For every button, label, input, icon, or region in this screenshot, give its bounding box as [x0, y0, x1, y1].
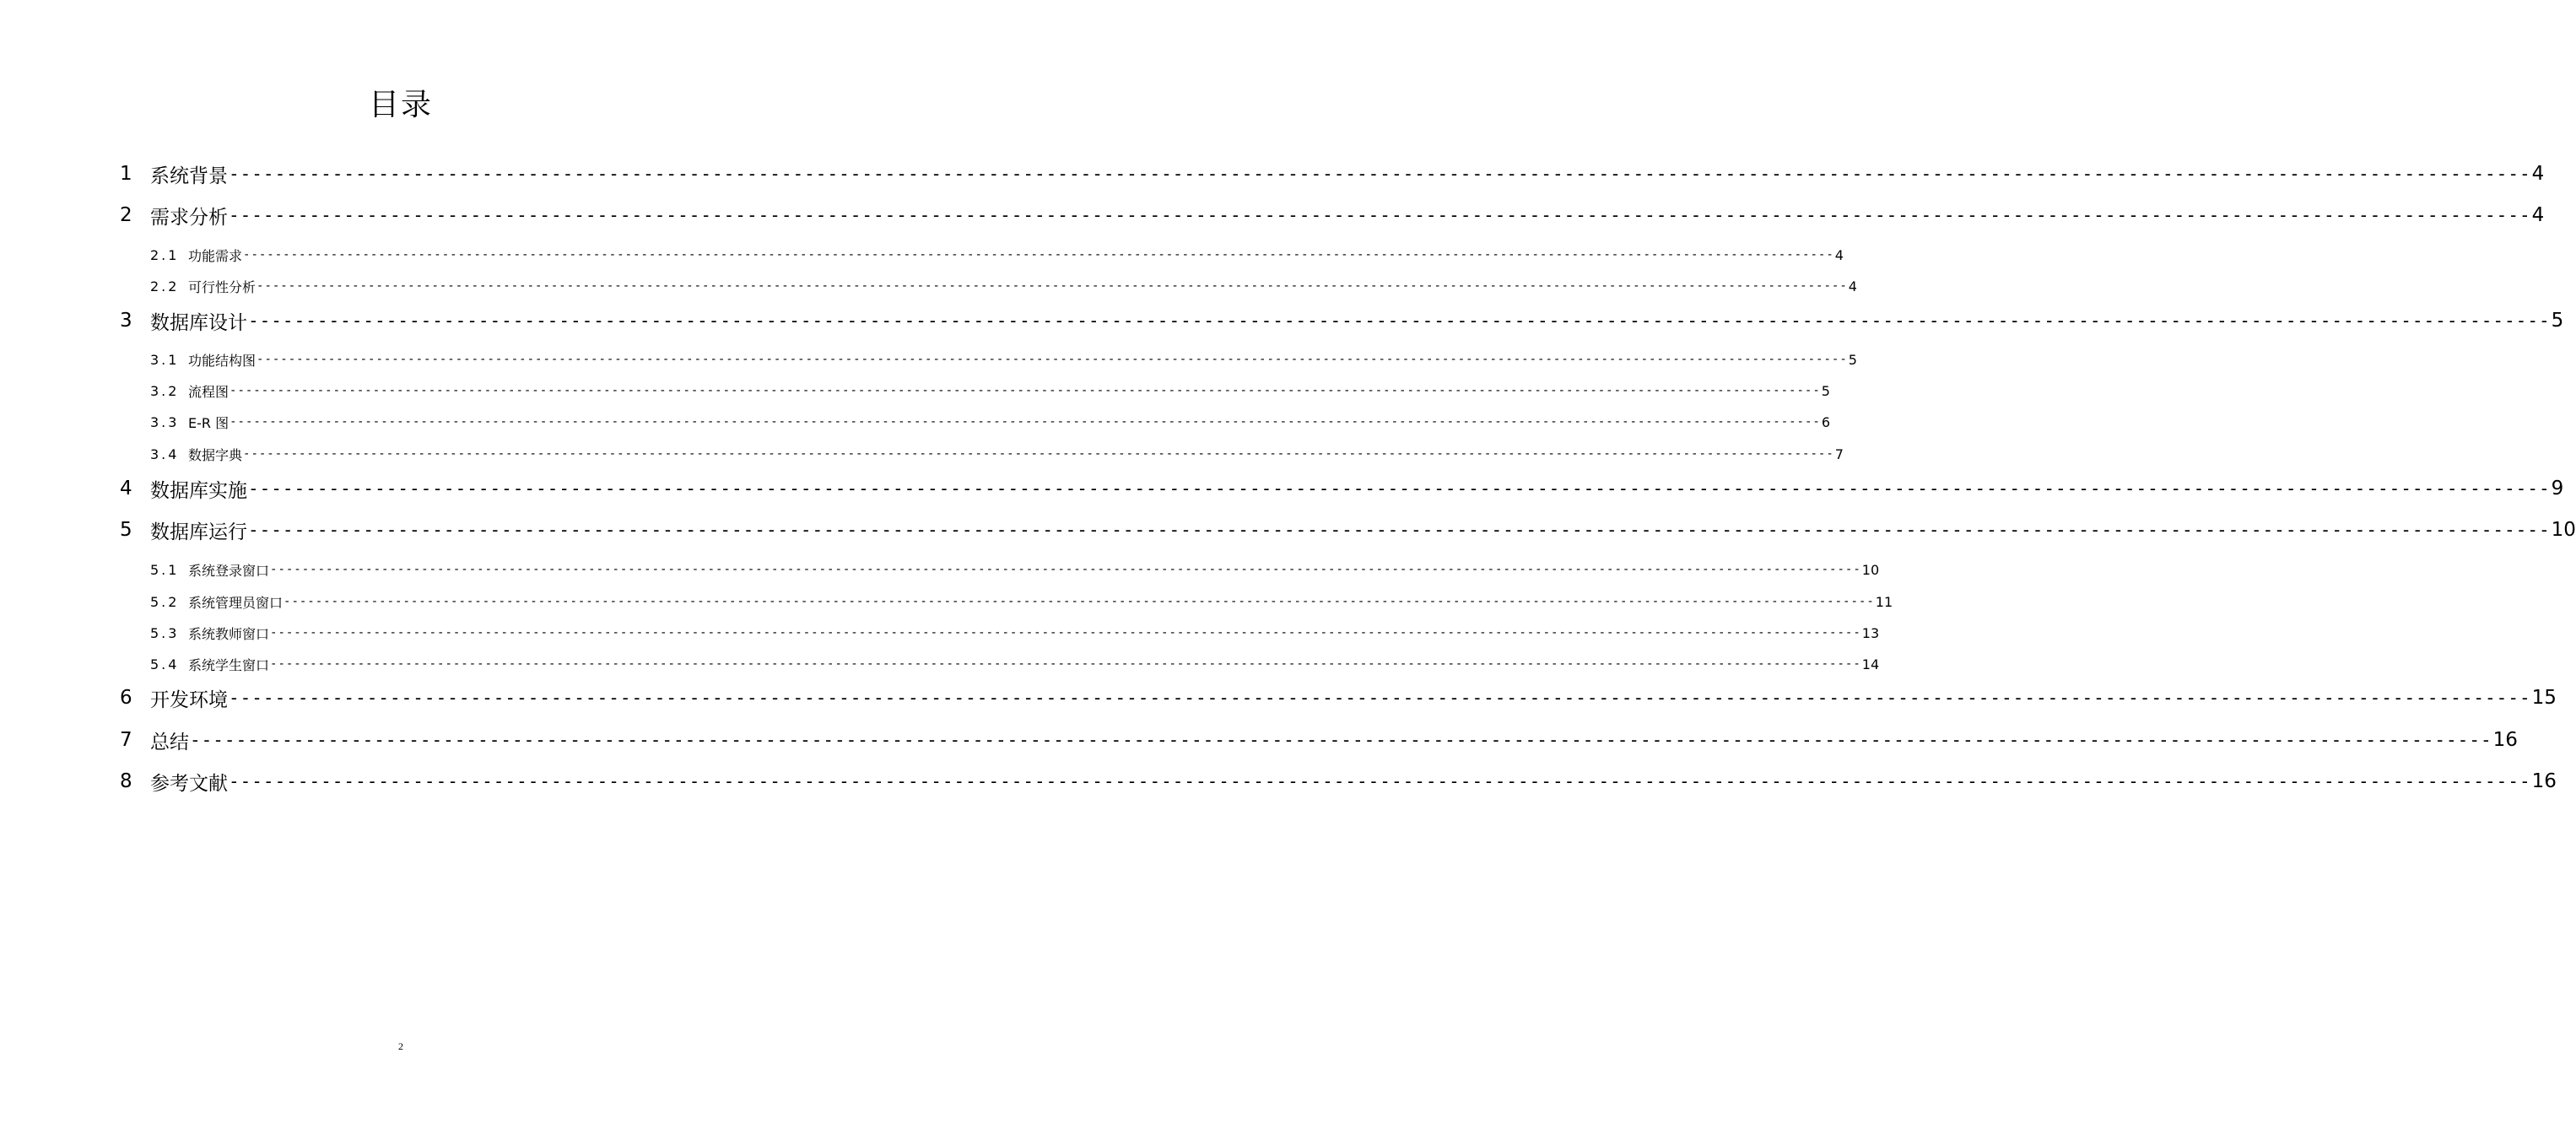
- toc-entry-number: 3.3: [150, 413, 180, 430]
- toc-leader-dashes: --------------------------------------------------------------------------------------------------------------------------------------------------------------------------------------------------------: [229, 205, 2531, 225]
- toc-entry-label: 可行性分析: [188, 278, 257, 295]
- toc-leader-dashes: --------------------------------------------------------------------------------------------------------------------------------------------------------------------------------------------------------: [229, 771, 2531, 791]
- toc-leader-dashes: --------------------------------------------------------------------------------------------------------------------------------------------------------------------------------------------------------: [229, 688, 2531, 708]
- toc-entry-page: 10: [1861, 561, 1880, 578]
- toc-entry-number: 3.4: [150, 446, 180, 462]
- toc-subentry[interactable]: [150, 559, 1880, 580]
- toc-entry-label: 数据字典: [188, 446, 243, 463]
- toc-entry-number: 2.1: [150, 246, 180, 263]
- toc-entry-label: E-R 图: [188, 414, 230, 431]
- toc-entry-label: 数据库运行: [150, 521, 247, 543]
- toc-entry-page: 7: [1834, 446, 1844, 462]
- toc-entry[interactable]: [120, 160, 2545, 187]
- toc-leader-dashes: --------------------------------------------------------------------------------------------------------------------------------------------------------------------------------------------------------: [230, 384, 1821, 397]
- toc-subentry[interactable]: [150, 591, 1893, 612]
- toc-subentry[interactable]: [150, 623, 1880, 643]
- toc-entry[interactable]: [120, 726, 2518, 753]
- toc-entry-label: 系统学生窗口: [188, 656, 270, 673]
- toc-entry-number: 3.1: [150, 351, 180, 368]
- toc-entry-page: 10: [2551, 519, 2576, 541]
- toc-subentry[interactable]: [150, 444, 1844, 464]
- toc-entry-page: 4: [1848, 278, 1857, 294]
- toc-entry-number: 5.1: [150, 561, 180, 578]
- toc-leader-dashes: --------------------------------------------------------------------------------------------------------------------------------------------------------------------------------------------------------: [270, 626, 1861, 640]
- toc-entry-page: 4: [1834, 246, 1844, 263]
- toc-leader-dashes: --------------------------------------------------------------------------------------------------------------------------------------------------------------------------------------------------------: [270, 657, 1861, 671]
- toc-entry-label: 参考文献: [150, 772, 228, 795]
- toc-entry-label: 需求分析: [150, 206, 228, 229]
- toc-entry-page: 9: [2551, 478, 2564, 500]
- toc-entry-label: 系统背景: [150, 165, 228, 187]
- toc-entry-page: 5: [1848, 351, 1857, 368]
- toc-leader-dashes: --------------------------------------------------------------------------------------------------------------------------------------------------------------------------------------------------------: [270, 563, 1861, 576]
- toc-subentry[interactable]: [150, 349, 1857, 370]
- toc-entry-page: 4: [2531, 163, 2545, 185]
- toc-entry-label: 流程图: [188, 383, 230, 400]
- toc-entry-number: 1: [120, 163, 132, 185]
- toc-entry[interactable]: [120, 307, 2564, 334]
- toc-leader-dashes: --------------------------------------------------------------------------------------------------------------------------------------------------------------------------------------------------------: [243, 447, 1834, 461]
- toc-entry-page: 6: [1821, 413, 1831, 430]
- toc-entry-number: 7: [120, 729, 132, 751]
- toc-entry-page: 16: [2531, 770, 2557, 792]
- toc-entry-number: 3.2: [150, 382, 180, 399]
- toc-leader-dashes: --------------------------------------------------------------------------------------------------------------------------------------------------------------------------------------------------------: [257, 353, 1848, 366]
- toc-entry-page: 11: [1875, 593, 1893, 610]
- toc-entry-label: 开发环境: [150, 688, 228, 711]
- toc-entry-number: 2: [120, 204, 132, 226]
- toc-entry-page: 4: [2531, 204, 2545, 226]
- toc-leader-dashes: --------------------------------------------------------------------------------------------------------------------------------------------------------------------------------------------------------: [257, 279, 1848, 293]
- toc-subentry[interactable]: [150, 381, 1830, 401]
- toc-leader-dashes: --------------------------------------------------------------------------------------------------------------------------------------------------------------------------------------------------------: [248, 520, 2551, 540]
- toc-leader-dashes: --------------------------------------------------------------------------------------------------------------------------------------------------------------------------------------------------------: [284, 595, 1875, 608]
- toc-entry-number: 5.3: [150, 624, 180, 641]
- toc-entry-label: 系统登录窗口: [188, 562, 270, 579]
- toc-entry-label: 总结: [150, 731, 189, 753]
- toc-entry-number: 5: [120, 519, 132, 541]
- toc-leader-dashes: --------------------------------------------------------------------------------------------------------------------------------------------------------------------------------------------------------: [248, 478, 2551, 499]
- toc-subentry[interactable]: [150, 412, 1831, 432]
- toc-entry-page: 14: [1861, 656, 1880, 672]
- toc-subentry[interactable]: [150, 654, 1880, 674]
- toc-entry-label: 数据库设计: [150, 311, 247, 334]
- toc-entry-number: 5.4: [150, 656, 180, 672]
- toc-subentry[interactable]: [150, 245, 1844, 265]
- toc-entry-page: 15: [2531, 687, 2557, 709]
- toc-entry-page: 5: [1821, 382, 1830, 399]
- toc-entry-number: 3: [120, 310, 132, 332]
- toc-leader-dashes: --------------------------------------------------------------------------------------------------------------------------------------------------------------------------------------------------------: [243, 248, 1834, 262]
- toc-entry-label: 功能需求: [188, 247, 243, 264]
- toc-entry-label: 功能结构图: [188, 352, 257, 369]
- toc-leader-dashes: --------------------------------------------------------------------------------------------------------------------------------------------------------------------------------------------------------: [230, 415, 1821, 429]
- toc-entry[interactable]: [120, 202, 2545, 229]
- toc-entry[interactable]: [120, 475, 2564, 502]
- toc-entry-number: 8: [120, 770, 132, 792]
- toc-entry-label: 系统教师窗口: [188, 625, 270, 642]
- toc-entry[interactable]: [120, 768, 2557, 795]
- toc-leader-dashes: --------------------------------------------------------------------------------------------------------------------------------------------------------------------------------------------------------: [229, 164, 2531, 184]
- toc-entry[interactable]: [120, 516, 2576, 543]
- toc-entry-page: 16: [2492, 729, 2518, 751]
- toc-leader-dashes: --------------------------------------------------------------------------------------------------------------------------------------------------------------------------------------------------------: [248, 310, 2551, 331]
- toc-entry-number: 2.2: [150, 278, 180, 294]
- toc-entry-number: 4: [120, 478, 132, 500]
- toc-entry-page: 5: [2551, 310, 2564, 332]
- toc-entry-label: 系统管理员窗口: [188, 594, 284, 611]
- toc-entry-number: 5.2: [150, 593, 180, 610]
- toc-entry-label: 数据库实施: [150, 479, 247, 502]
- page-title: 目录: [368, 88, 433, 122]
- footer-page-number: 2: [398, 1040, 403, 1052]
- toc-leader-dashes: --------------------------------------------------------------------------------------------------------------------------------------------------------------------------------------------------------: [190, 730, 2492, 750]
- toc-entry[interactable]: [120, 684, 2557, 711]
- toc-entry-page: 13: [1861, 624, 1880, 641]
- toc-subentry[interactable]: [150, 276, 1857, 296]
- toc-entry-number: 6: [120, 687, 132, 709]
